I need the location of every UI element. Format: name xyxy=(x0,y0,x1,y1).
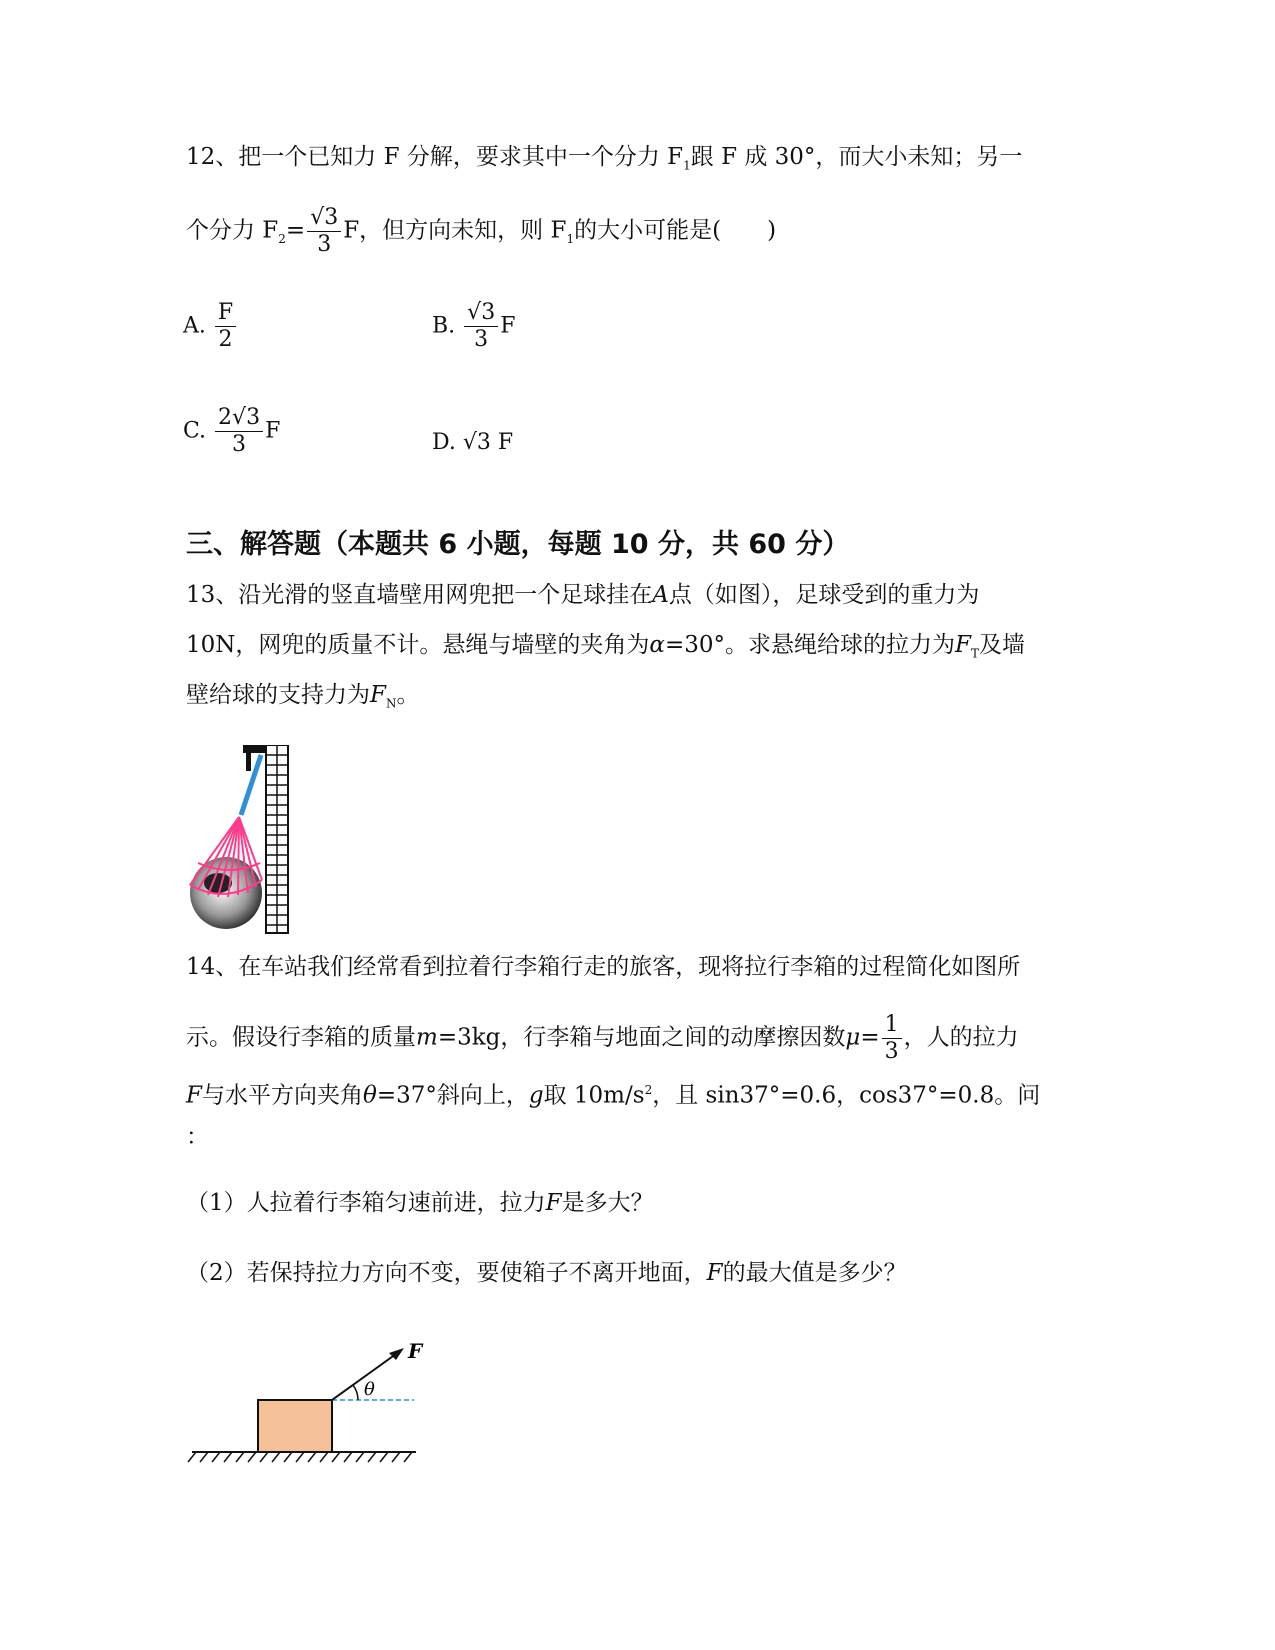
angle-arc xyxy=(353,1385,358,1400)
hook-post xyxy=(246,751,251,771)
q13-text-7: 。 xyxy=(396,682,420,708)
ball-wall-figure xyxy=(186,745,296,935)
option-c-fraction xyxy=(215,405,263,458)
q14-m: m xyxy=(416,1024,438,1051)
option-b[interactable] xyxy=(432,300,515,353)
q13-ft: F xyxy=(955,632,971,658)
option-a-num: F xyxy=(215,300,236,327)
q12-sub-3: 1 xyxy=(566,232,575,247)
q14-text-4: 与水平方向夹角 xyxy=(201,1082,363,1109)
q12-line2 xyxy=(186,205,776,258)
q14-text-5: =37°斜向上， xyxy=(376,1082,529,1109)
q14-theta: θ xyxy=(362,1082,377,1109)
q14-text-2: =3kg，行李箱与地面之间的动摩擦因数 xyxy=(437,1024,846,1051)
q14-f: F xyxy=(186,1082,202,1109)
option-d-body: √3 F xyxy=(462,430,514,455)
q13-ft-sub: T xyxy=(970,646,979,661)
q13-text-2: 点（如图），足球受到的重力为 xyxy=(668,582,980,608)
q13-text-4: =30°。求悬绳给球的拉力为 xyxy=(664,632,955,658)
q12-sub-1: 1 xyxy=(683,158,691,173)
ball-patch xyxy=(204,873,232,893)
q14-sub2-text-1: （2）若保持拉力方向不变，要使箱子不离开地面， xyxy=(186,1260,707,1286)
option-c-den: 3 xyxy=(232,432,247,457)
q14-text-7: ，且 sin37°=0.6，cos37°=0.8。问 xyxy=(652,1082,1041,1109)
q14-sub2 xyxy=(186,1258,907,1288)
q12-frac-den: 3 xyxy=(317,232,332,257)
q13-fn: F xyxy=(370,682,386,708)
q14-mu-num: 1 xyxy=(882,1012,902,1039)
option-c[interactable] xyxy=(183,405,280,458)
force-label: F xyxy=(408,1340,423,1363)
q14-text-3: ，人的拉力 xyxy=(903,1024,1019,1051)
q14-text-6: 取 10m/s xyxy=(543,1082,645,1109)
option-a-label: A. xyxy=(183,313,206,339)
theta-label: θ xyxy=(364,1379,375,1400)
q14-line2 xyxy=(186,1012,1019,1065)
q14-line3 xyxy=(186,1075,1040,1111)
option-b-den: 3 xyxy=(474,327,489,352)
q12-line1 xyxy=(186,142,1022,181)
option-b-label: B. xyxy=(432,313,456,339)
q14-text-1: 示。假设行李箱的质量 xyxy=(186,1024,416,1051)
q14-sub2-text-2: 的最大值是多少？ xyxy=(722,1260,907,1286)
q14-line1: 14、在车站我们经常看到拉着行李箱行走的旅客，现将拉行李箱的过程简化如图所 xyxy=(186,954,1021,980)
q14-sup: 2 xyxy=(644,1083,653,1097)
option-d[interactable] xyxy=(432,430,513,455)
box-force-figure xyxy=(186,1340,446,1490)
q12-sub-2: 2 xyxy=(278,232,286,247)
q14-sub2-f: F xyxy=(706,1260,723,1286)
q12-text-1: 12、把一个已知力 F 分解，要求其中一个分力 F xyxy=(186,144,684,170)
q12-text-2: 跟 F 成 30°，而大小未知；另一 xyxy=(690,144,1023,170)
option-b-fraction xyxy=(464,300,498,353)
q12-text-4: F，但方向未知，则 F xyxy=(343,217,567,244)
q12-fraction xyxy=(307,205,341,258)
option-a[interactable] xyxy=(183,300,238,353)
q14-mu-den: 3 xyxy=(884,1039,899,1064)
q13-point-a: A xyxy=(652,582,669,608)
q14-sub1-f: F xyxy=(545,1190,562,1216)
q14-mu: μ xyxy=(845,1024,861,1051)
q13-line3 xyxy=(186,680,419,719)
q13-fn-sub: N xyxy=(385,696,397,711)
ground-hatching xyxy=(188,1452,412,1462)
q13-text-6: 壁给球的支持力为 xyxy=(186,682,370,708)
option-a-fraction xyxy=(215,300,236,353)
option-c-tail: F xyxy=(265,418,281,444)
option-c-label: C. xyxy=(183,418,207,444)
q13-line1 xyxy=(186,580,979,610)
q14-mu-fraction xyxy=(882,1012,902,1065)
q13-alpha: α xyxy=(649,632,665,658)
q13-text-3: 10N，网兜的质量不计。悬绳与墙壁的夹角为 xyxy=(186,632,650,658)
q12-eq: = xyxy=(285,217,306,244)
option-c-num: 2√3 xyxy=(215,405,263,432)
option-b-tail: F xyxy=(500,313,516,339)
q14-g: g xyxy=(528,1082,544,1109)
q14-sub1-text-1: （1）人拉着行李箱匀速前进，拉力 xyxy=(186,1190,546,1216)
q14-line4: ： xyxy=(186,1124,209,1150)
q14-eq: = xyxy=(860,1024,880,1051)
q12-text-5: 的大小可能是( ) xyxy=(574,217,777,244)
option-b-num: √3 xyxy=(464,300,498,327)
luggage-box xyxy=(258,1400,332,1452)
section-heading: 三、解答题（本题共 6 小题，每题 10 分，共 60 分） xyxy=(186,529,850,560)
q13-text-1: 13、沿光滑的竖直墙壁用网兜把一个足球挂在 xyxy=(186,582,653,608)
q14-sub1-text-2: 是多大？ xyxy=(561,1190,654,1216)
q14-sub1 xyxy=(186,1188,654,1218)
option-d-label: D. xyxy=(432,430,456,455)
q12-text-3: 个分力 F xyxy=(186,217,279,244)
q13-line2 xyxy=(186,630,1025,669)
q12-frac-num: √3 xyxy=(307,205,341,232)
q13-text-5: 及墙 xyxy=(978,632,1025,658)
option-a-den: 2 xyxy=(218,327,233,352)
